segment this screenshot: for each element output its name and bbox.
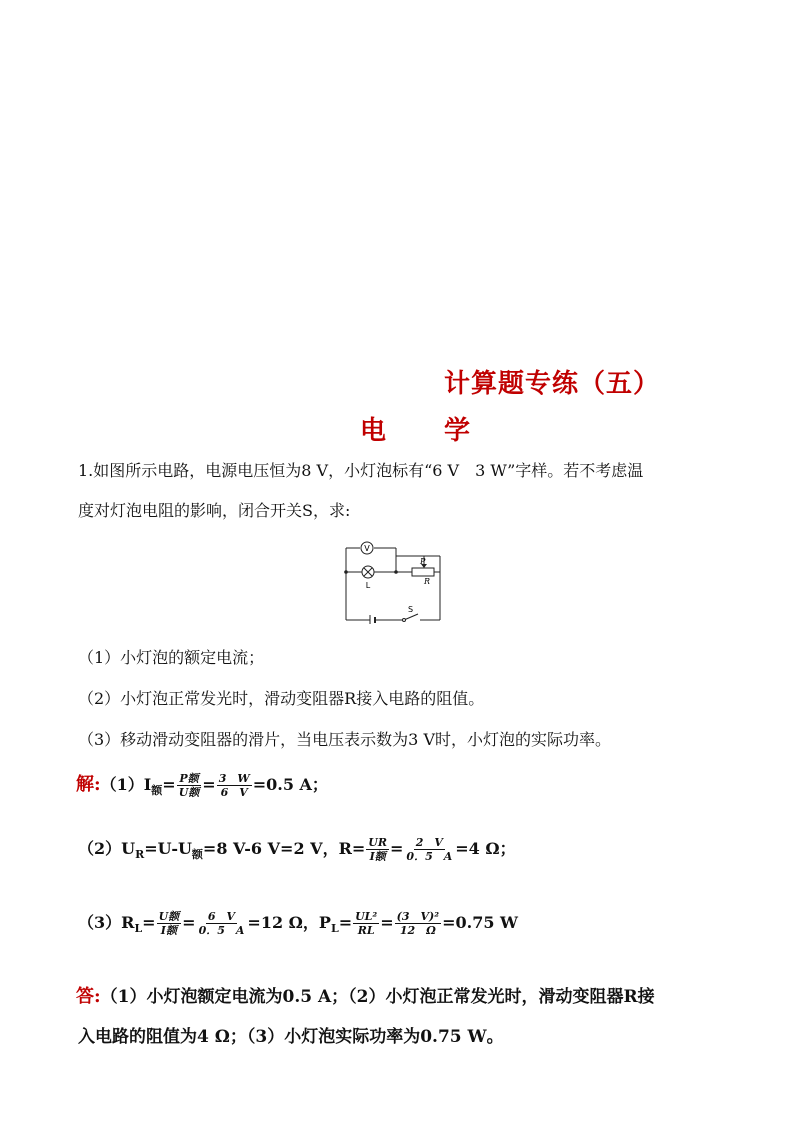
question-item-2: （2）小灯泡正常发光时，滑动变阻器R接入电路的阻值。 bbox=[78, 689, 485, 708]
voltmeter-label: V bbox=[364, 544, 370, 553]
fraction-6v-over-05a: $\frac{6 V}{0.5 A}$ bbox=[198, 910, 245, 937]
circuit-diagram bbox=[340, 538, 460, 624]
lamp-label: L bbox=[365, 581, 371, 590]
page-title: 计算题专练（五） bbox=[444, 369, 661, 399]
answer-line-1: 答:（1）小灯泡额定电流为0.5 A；（2）小灯泡正常发光时，滑动变阻器R接 bbox=[76, 986, 655, 1007]
switch-label: S bbox=[408, 605, 414, 614]
resistor-label: R bbox=[424, 577, 431, 586]
subtitle-char-1: 电 bbox=[360, 416, 387, 446]
fraction-3w-over-6v: $\frac{3 W}{6 V}$ bbox=[218, 772, 250, 799]
question-line-2: 度对灯泡电阻的影响，闭合开关S，求: bbox=[78, 501, 351, 520]
question-line-1: 1.如图所示电路，电源电压恒为8 V，小灯泡标有“6 V 3 W”字样。若不考虑温 bbox=[78, 461, 644, 480]
fraction-ur-over-i: $\frac{UR}{\text{I额}}$ bbox=[368, 836, 388, 863]
fraction-ul2-over-rl: $\frac{\text{UL²}}{RL}$ bbox=[355, 910, 378, 937]
fraction-3v2-over-12ohm: $\frac{\text{(3 V)²}}{12 \Omega}$ bbox=[396, 910, 440, 937]
solution-label: 解: bbox=[76, 774, 101, 795]
fraction-p-over-u: $\frac{\text{P额}}{\text{U额}}$ bbox=[178, 772, 200, 799]
question-item-3: （3）移动滑动变阻器的滑片，当电压表示数为3 V时，小灯泡的实际功率。 bbox=[78, 730, 612, 749]
fraction-2v-over-05a: $\frac{2 V}{0.5 A}$ bbox=[406, 836, 453, 863]
question-item-1: （1）小灯泡的额定电流； bbox=[78, 648, 265, 667]
fraction-u-over-i: $\frac{\text{U额}}{\text{I额}}$ bbox=[158, 910, 180, 937]
solution-step-3: $(3)R_L=$ $\frac{\text{U额}}{\text{I额}}$ = $\frac{6 V}{0.5 A}$ =12 Ω，$P_L=$ $\frac{\text{UL²}}{RL}$ = $\frac{\text{(3 V)²}}{12 \Omega}$ =0.75 W bbox=[78, 910, 518, 937]
slider-label: P bbox=[420, 557, 426, 566]
section-subtitle bbox=[360, 410, 470, 447]
answer-line-2: 入电路的阻值为4 Ω；（3）小灯泡实际功率为0.75 W。 bbox=[78, 1027, 504, 1047]
answer-label: 答: bbox=[76, 986, 101, 1007]
subtitle-char-2: 学 bbox=[444, 416, 471, 446]
solution-step-2: $(2)U_R=U-U_额=8$ V-6 V=2 V，R= $\frac{UR}{\text{I额}}$ = $\frac{2 V}{0.5 A}$ =4 Ω； bbox=[78, 836, 516, 863]
solution-step-1: 解$:(1)I_额=$ $\frac{\text{P额}}{\text{U额}}$ = $\frac{3 W}{6 V}$ =0.5 A； bbox=[76, 772, 328, 799]
